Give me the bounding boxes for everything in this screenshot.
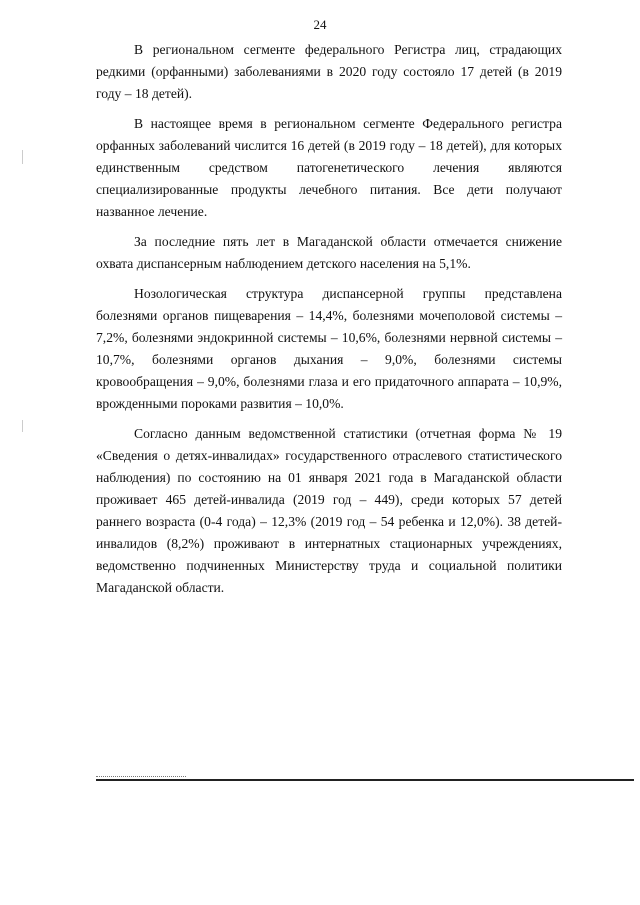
paragraph-disabled-children-statistics: Согласно данным ведомственной статистики (отчетная форма № 19 «Сведения о детях-инвалидах» государственного отраслевого статистического наблюдения) по состоянию на 01 января 2021 года в Магаданской области проживает 465 детей-инвалида (2019 год – 449), среди которых 57 детей раннего возраста (0-4 года) – 12,3% (2019 год – 54 ребенка и 12,0%). 38 детей-инвалидов (8,2%) проживают в интернатных стационарных учреждениях, ведомственно подчиненных Министерству труда и социальной политики Магаданской области. [96, 426, 562, 595]
paragraph-orphan-registry-2020: В региональном сегменте федерального Регистра лиц, страдающих редкими (орфанными) заболеваниями в 2020 году состояло 17 детей (в 2019 году – 18 детей). [96, 42, 562, 101]
document-body [96, 39, 562, 607]
paragraph-dispensary-coverage: За последние пять лет в Магаданской области отмечается снижение охвата диспансерным наблюдением детского населения на 5,1%. [96, 234, 562, 271]
paragraph-nosological-structure: Нозологическая структура диспансерной группы представлена болезнями органов пищеварения – 14,4%, болезнями мочеполовой системы – 7,2%, болезнями эндокринной системы – 10,6%, болезнями нервной системы – 10,7%, болезнями органов дыхания – 9,0%, болезнями системы кровообращения – 9,0%, болезнями глаза и его придаточного аппарата – 10,9%, врожденными пороками развития – 10,0%. [96, 286, 562, 411]
footer-rule [96, 779, 634, 781]
scan-margin-mark [22, 420, 23, 432]
scan-margin-mark [22, 150, 23, 164]
paragraph-orphan-registry-current: В настоящее время в региональном сегменте Федерального регистра орфанных заболеваний числится 16 детей (в 2019 году – 18 детей), для которых единственным средством патогенетического лечения являются специализированные продукты лечебного питания. Все дети получают названное лечение. [96, 116, 562, 219]
footer-dotted-line [96, 776, 186, 777]
page-number: 24 [313, 17, 327, 32]
